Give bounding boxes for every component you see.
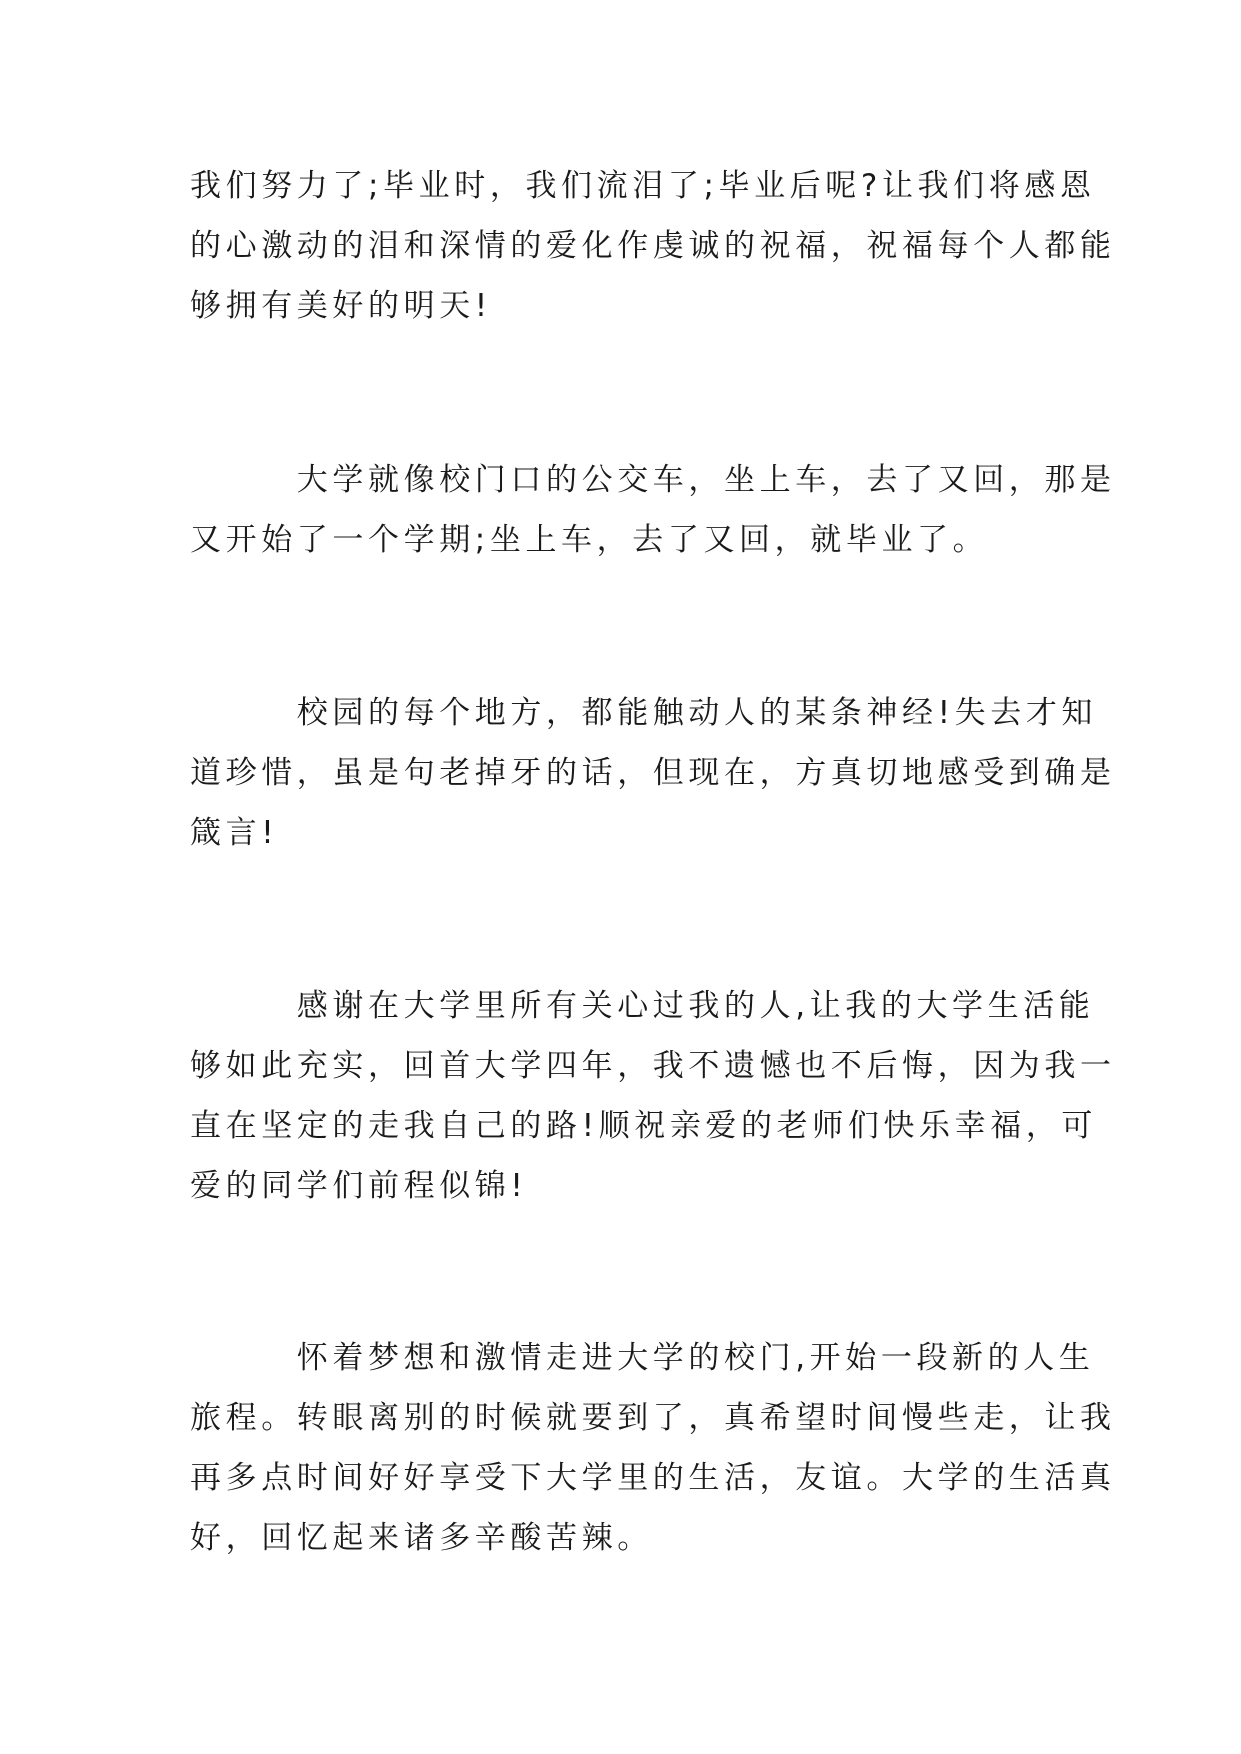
paragraph-line: 感谢在大学里所有关心过我的人,让我的大学生活能: [190, 988, 1095, 1024]
paragraph-line: 怀着梦想和激情走进大学的校门,开始一段新的人生: [190, 1340, 1095, 1376]
paragraph-2: [190, 450, 1116, 570]
paragraph-line: 直在坚定的走我自己的路!顺祝亲爱的老师们快乐幸福，可: [190, 1108, 1098, 1144]
paragraph-3: [190, 683, 1116, 863]
paragraph-5: [190, 1328, 1116, 1568]
paragraph-1: [190, 156, 1116, 336]
paragraph-line: 道珍惜，虽是句老掉牙的话，但现在，方真切地感受到确是: [190, 755, 1116, 791]
paragraph-line: 的心激动的泪和深情的爱化作虔诚的祝福，祝福每个人都能: [190, 228, 1116, 264]
paragraph-line: 好，回忆起来诸多辛酸苦辣。: [190, 1520, 653, 1556]
paragraph-line: 够拥有美好的明天!: [190, 288, 492, 324]
paragraph-line: 箴言!: [190, 815, 279, 851]
paragraph-line: 我们努力了;毕业时，我们流泪了;毕业后呢?让我们将感恩: [190, 168, 1096, 204]
paragraph-line: 大学就像校门口的公交车，坐上车，去了又回，那是: [190, 462, 1116, 498]
paragraph-line: 再多点时间好好享受下大学里的生活，友谊。大学的生活真: [190, 1460, 1116, 1496]
paragraph-line: 爱的同学们前程似锦!: [190, 1168, 528, 1204]
paragraph-line: 旅程。转眼离别的时候就要到了，真希望时间慢些走，让我: [190, 1400, 1116, 1436]
paragraph-line: 校园的每个地方，都能触动人的某条神经!失去才知: [190, 695, 1098, 731]
paragraph-line: 够如此充实，回首大学四年，我不遗憾也不后悔，因为我一: [190, 1048, 1116, 1084]
paragraph-4: [190, 976, 1116, 1216]
paragraph-line: 又开始了一个学期;坐上车，去了又回，就毕业了。: [190, 522, 989, 558]
